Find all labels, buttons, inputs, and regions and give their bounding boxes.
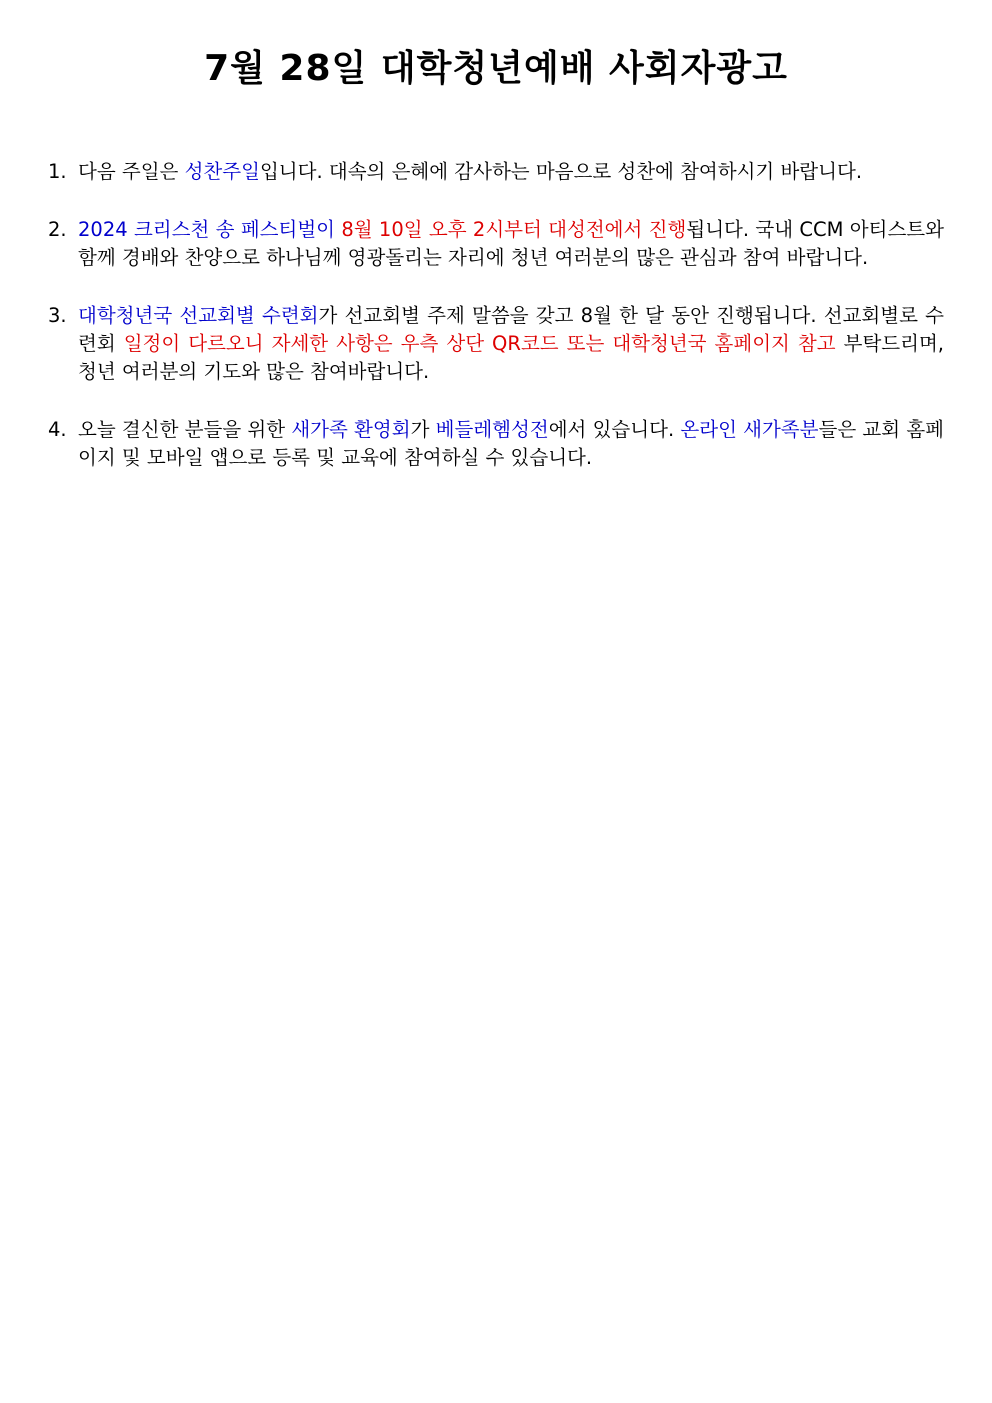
highlight-blue: 온라인 새가족분 [680,418,819,441]
highlight-blue: 성찬주일 [184,160,260,183]
text-segment: 다음 주일은 [78,160,185,183]
notice-number: 3. [48,304,67,327]
text-segment: 입니다. 대속의 은혜에 감사하는 마음으로 성찬에 참여하시기 바랍니다. [259,160,863,183]
text-segment: 가 [410,418,436,441]
highlight-blue: 베들레헴성전 [435,418,549,441]
notice-text [78,418,944,469]
notice-list [48,158,944,502]
notice-number: 2. [48,218,67,241]
notice-item [48,302,944,386]
highlight-blue: 새가족 환영회 [291,418,411,441]
text-segment: 가 선교회별 주제 말씀을 갖고 8월 한 달 동안 진행됩니다. 선교회별로 수련회 [78,304,944,355]
text-segment: 됩니다. 국내 CCM 아티스트와 함께 경배와 찬양으로 하나님께 영광돌리는 자리에 청년 여러분의 많은 관심과 참여 바랍니다. [78,218,944,269]
notice-item [48,216,944,272]
text-segment: 들은 교회 홈페이지 및 모바일 앱으로 등록 및 교육에 참여하실 수 있습니다. [78,418,944,469]
notice-text [78,304,944,383]
text-segment: 오늘 결신한 분들을 위한 [78,418,292,441]
highlight-red: 8월 10일 오후 2시부터 대성전에서 진행 [341,218,687,241]
notice-number: 1. [48,160,67,183]
highlight-blue: 2024 크리스천 송 페스티벌이 [78,218,342,241]
notice-item [48,158,944,186]
notice-text [78,160,862,183]
notice-text [78,218,944,269]
notice-number: 4. [48,418,67,441]
page-title: 7월 28일 대학청년예배 사회자광고 [204,48,788,89]
text-segment: 부탁드리며, 청년 여러분의 기도와 많은 참여바랍니다. [78,332,944,383]
text-segment: 에서 있습니다. [548,418,681,441]
notice-item [48,416,944,472]
highlight-blue: 대학청년국 선교회별 수련회 [78,304,319,327]
highlight-red: 일정이 다르오니 자세한 사항은 우측 상단 QR코드 또는 대학청년국 홈페이지 참고 [123,332,836,355]
